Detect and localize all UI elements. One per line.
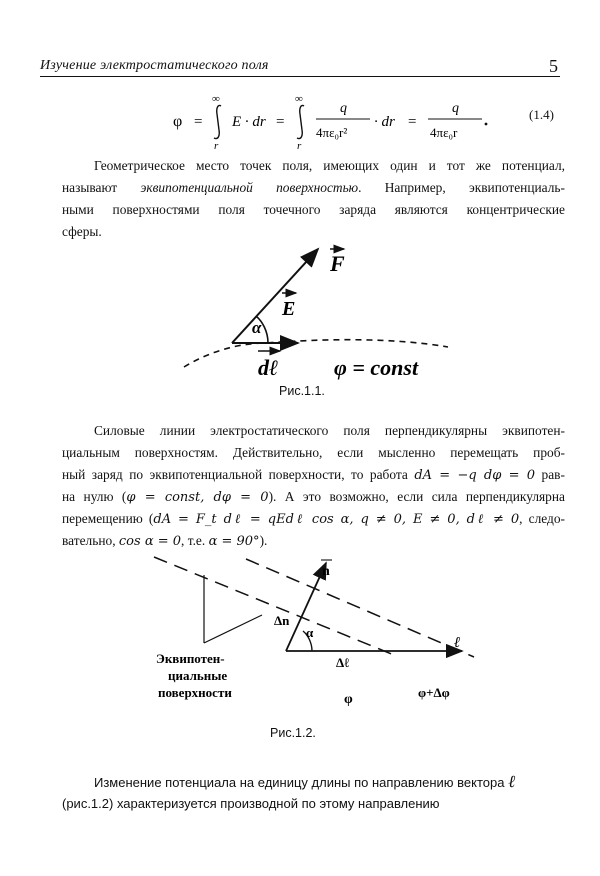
p2-line-2: циальным поверхностям. Действительно, если мысленно перемещать проб- xyxy=(62,445,565,460)
equation-number: (1.4) xyxy=(529,107,554,122)
eq-upper-limit-1: ∞ xyxy=(212,93,220,105)
formula-alpha-90: α = 90° xyxy=(208,534,260,549)
integral-sign-2 xyxy=(297,105,304,138)
label-phi: φ xyxy=(344,692,353,707)
p1-line-3: ными поверхностями поля точечного заряда являются концентрические xyxy=(62,202,565,217)
label-equipotential-3: поверхности xyxy=(158,685,232,700)
equation-1-4 xyxy=(150,86,510,150)
eq-numerator-1: q xyxy=(340,101,347,116)
label-delta-n: Δn xyxy=(274,613,290,628)
p3-line-1: Изменение потенциала на единицу длины по направлению вектора ℓ xyxy=(94,772,516,792)
paragraph-field-lines-perpendicular xyxy=(62,420,565,552)
eq-E-dr: E · dr xyxy=(232,114,266,130)
formula-work-expansion: dA = F_t dℓ = qEdℓ cos α, q ≠ 0, E ≠ 0, dℓ ≠ 0 xyxy=(153,512,520,527)
eq-denominator-1: 4πε₀r² xyxy=(316,125,348,140)
p2-line-5: перемещению (dA = F_t dℓ = qEdℓ cos α, q ≠ 0, E ≠ 0, dℓ ≠ 0, следо- xyxy=(62,511,565,527)
page-number: 5 xyxy=(549,56,558,76)
paragraph-potential-derivative xyxy=(62,771,565,815)
eq-equals-1: = xyxy=(194,114,203,130)
label-F: F xyxy=(330,251,345,276)
eq-lower-limit-2: r xyxy=(297,140,302,150)
label-delta-l: Δℓ xyxy=(336,655,350,670)
paragraph-equipotential-definition xyxy=(62,155,565,243)
p2-line-3: ный заряд по эквипотенциальной поверхности, то работа dA = −q dφ = 0 рав- xyxy=(62,467,565,483)
p3-line-2: (рис.1.2) характеризуется производной по этому направлению xyxy=(62,796,440,811)
figure-1-1-caption: Рис.1.1. xyxy=(279,384,325,398)
header-rule xyxy=(40,76,560,77)
eq-equals-2: = xyxy=(276,114,285,130)
p1-line-1: Геометрическое место точек поля, имеющих один и тот же потенциал, xyxy=(94,158,565,173)
eq-numerator-2: q xyxy=(452,101,459,116)
p2-line-6: вательно, cos α = 0, т.е. α = 90°). xyxy=(62,533,268,549)
label-E: E xyxy=(282,298,296,320)
formula-work-zero: dA = −q dφ = 0 xyxy=(414,468,536,483)
formula-phi-const: φ = const, dφ = 0 xyxy=(126,490,269,505)
eq-dot-dr: · dr xyxy=(374,114,395,130)
p2-line-1: Силовые линии электростатического поля перпендикулярны эквипотен- xyxy=(94,423,565,438)
leader-line-2 xyxy=(204,615,262,643)
label-phi-plus-dphi: φ+Δφ xyxy=(418,685,450,700)
vector-l-symbol: ℓ xyxy=(508,772,516,792)
label-equipotential-1: Эквипотен- xyxy=(156,651,225,666)
label-n: n xyxy=(322,564,330,579)
p2-line-4: на нулю (φ = const, dφ = 0). А это возможно, если сила перпендикулярна xyxy=(62,489,565,505)
vector-F-arrow xyxy=(232,249,318,343)
eq-lower-limit-1: r xyxy=(214,140,219,150)
label-equipotential-2: циальные xyxy=(168,668,228,683)
label-alpha: α xyxy=(252,318,262,337)
label-l: ℓ xyxy=(454,635,461,651)
running-header: Изучение электростатического поля xyxy=(40,58,269,73)
figure-1-2-caption: Рис.1.2. xyxy=(270,726,316,740)
term-equipotential-surface: эквипотенциальной поверхностью xyxy=(140,180,359,195)
eq-upper-limit-2: ∞ xyxy=(295,93,303,105)
eq-phi: φ xyxy=(173,113,183,130)
label-alpha-2: α xyxy=(306,625,314,640)
figure-1-2 xyxy=(150,555,480,720)
label-dl: dℓ xyxy=(258,355,279,380)
formula-cos-alpha: cos α = 0 xyxy=(118,534,182,549)
eq-denominator-2: 4πε₀r xyxy=(430,125,458,140)
p1-line-4: сферы. xyxy=(62,224,102,239)
label-phi-const: φ = const xyxy=(334,355,419,380)
figure-1-1 xyxy=(170,235,470,383)
p1-line-2: называют эквипотенциальной поверхностью. Например, эквипотенциаль- xyxy=(62,180,565,195)
eq-equals-3: = xyxy=(408,114,417,130)
integral-sign-1 xyxy=(214,105,221,138)
